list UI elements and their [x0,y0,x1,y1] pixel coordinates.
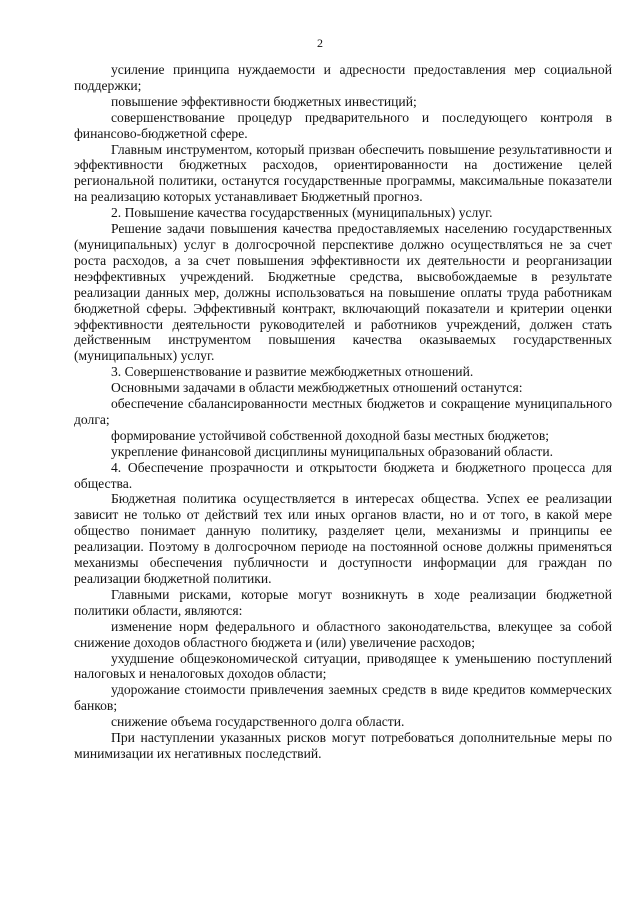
page-number: 2 [317,36,323,50]
paragraph: ухудшение общеэкономической ситуации, приводящее к уменьшению поступлений налоговых и неналоговых доходов области; [74,650,612,682]
section-heading: 3. Совершенствование и развитие межбюджетных отношений. [111,364,474,380]
paragraph: снижение объема государственного долга области. [111,714,405,730]
paragraph: повышение эффективности бюджетных инвестиций; [111,93,417,109]
paragraph: Главными рисками, которые могут возникнуть в ходе реализации бюджетной политики области, являются: [74,586,612,618]
paragraph: Бюджетная политика осуществляется в интересах общества. Успех ее реализации зависит не только от действий тех или иных органов власти, но и от того, в какой мере общество понимает данную политику, разделяет цели, механизмы и принципы ее реализации. Поэтому в долгосрочном периоде на постоянной основе должны применяться механизмы обеспечения публичности и доступности информации для граждан по реализации бюджетной политики. [74,491,612,586]
paragraph: изменение норм федерального и областного законодательства, влекущее за собой снижение доходов областного бюджета и (или) увеличение расходов; [74,618,612,650]
paragraph: удорожание стоимости привлечения заемных средств в виде кредитов коммерческих банков; [74,682,612,714]
section-heading: 2. Повышение качества государственных (муниципальных) услуг. [111,205,493,221]
section-heading: 4. Обеспечение прозрачности и открытости бюджета и бюджетного процесса для общества. [74,459,612,491]
paragraph: Основными задачами в области межбюджетных отношений останутся: [111,380,523,396]
paragraph: обеспечение сбалансированности местных бюджетов и сокращение муниципального долга; [74,396,612,427]
paragraph: совершенствование процедур предварительного и последующего контроля в финансово-бюджетной сфере. [74,109,612,141]
paragraph: формирование устойчивой собственной доходной базы местных бюджетов; [111,427,550,443]
paragraph: усиление принципа нуждаемости и адресности предоставления мер социальной поддержки; [74,62,612,93]
document-body [74,62,612,762]
paragraph: Главным инструментом, который призван обеспечить повышение результативности и эффективности бюджетных расходов, ориентированности на достижение целей региональной политики, останутся государственные программы, максимальные показатели на реализацию которых устанавливает Бюджетный прогноз. [74,141,612,205]
paragraph: укрепление финансовой дисциплины муниципальных образований области. [111,443,553,459]
paragraph: При наступлении указанных рисков могут потребоваться дополнительные меры по минимизации их негативных последствий. [74,730,612,761]
paragraph: Решение задачи повышения качества предоставляемых населению государственных (муниципальных) услуг в долгосрочной перспективе должно осуществляться не за счет роста расходов, а за счет повышения эффективности их деятельности и реорганизации неэффективных учреждений. Бюджетные средства, высвобождаемые в результате реализации данных мер, должны использоваться на повышение оплаты труда работникам бюджетной сферы. Эффективный контракт, включающий показатели и критерии оценки эффективности деятельности руководителей и работников учреждений, должен стать действенным инструментом повышения качества оказываемых государственных (муниципальных) услуг. [74,221,612,364]
